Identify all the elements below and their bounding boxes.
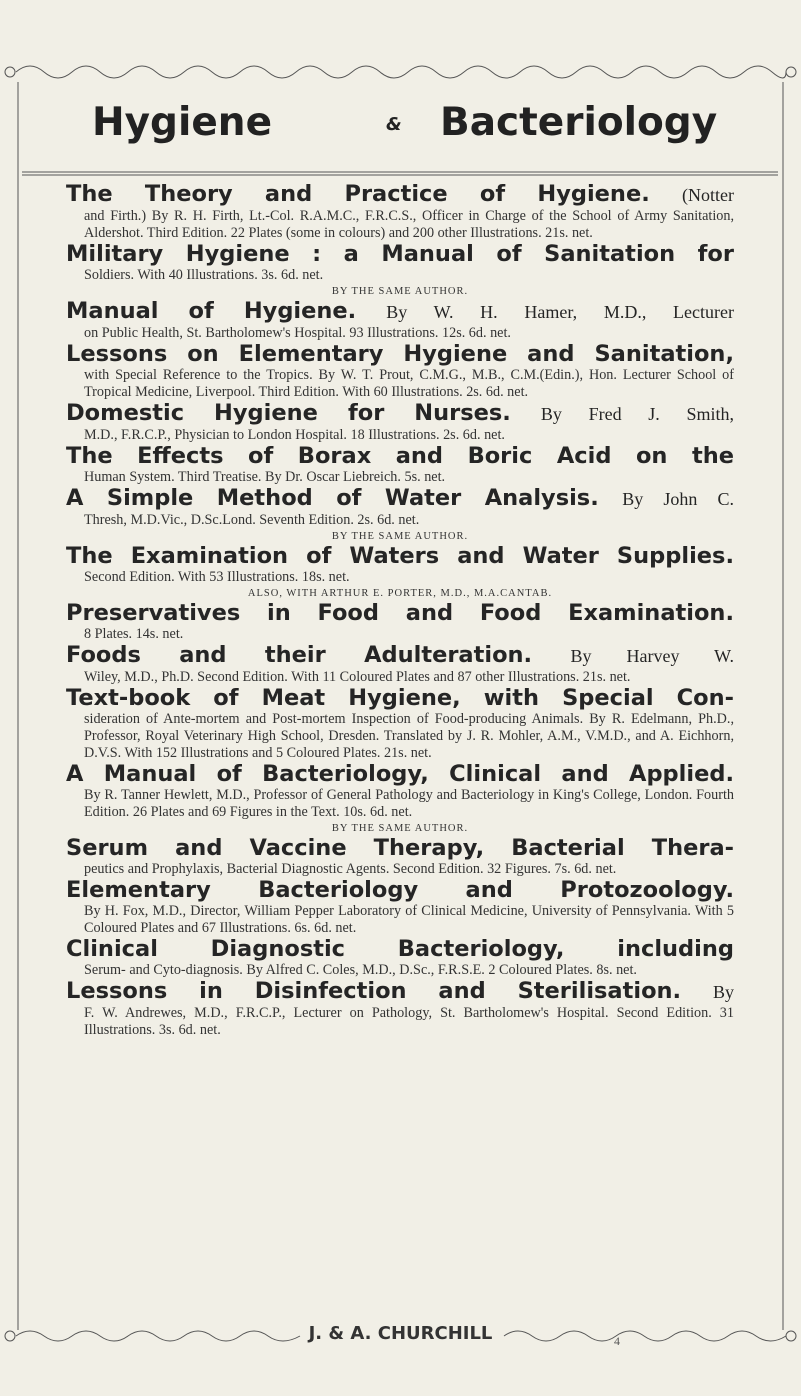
book-title-continuation: By W. H. Hamer, M.D., Lecturer	[386, 302, 734, 322]
book-title: Domestic Hygiene for Nurses.	[66, 401, 511, 426]
book-title: Serum and Vaccine Therapy, Bacterial Thera-	[66, 836, 734, 861]
book-entry	[66, 444, 734, 486]
book-description: Second Edition. With 53 Illustrations. 18s. net.	[84, 569, 350, 585]
book-title: Preservatives in Food and Food Examination.	[66, 601, 734, 626]
byline: BY THE SAME AUTHOR.	[331, 531, 469, 542]
header-title-hygiene: Hygiene	[92, 100, 273, 145]
book-entry	[66, 836, 734, 878]
book-description: Serum- and Cyto-diagnosis. By Alfred C. Coles, M.D., D.Sc., F.R.S.E. 2 Coloured Plates. 8s. net.	[84, 962, 637, 978]
book-title-line	[66, 686, 734, 711]
book-list	[66, 182, 734, 1039]
book-title: Lessons on Elementary Hygiene and Sanitation,	[66, 342, 734, 367]
book-title-line	[66, 299, 734, 325]
book-entry	[66, 544, 734, 601]
book-entry	[66, 401, 734, 444]
book-title-line	[66, 979, 734, 1005]
book-entry	[66, 182, 734, 242]
book-title-line	[66, 762, 734, 787]
book-entry	[66, 937, 734, 979]
book-description: sideration of Ante-mortem and Post-mortem Inspection of Food-producing Animals. By R. Edelmann, Ph.D., Professor, Royal Veterinary High School, Dresden. Translated by J. R. Mohler, A.M., V.M.D., and A. Eichhorn, D.V.S. With 152 Illustrations and 5 Coloured Plates. 21s. net.	[84, 711, 734, 761]
byline: BY THE SAME AUTHOR.	[331, 823, 469, 834]
book-title-continuation: By Harvey W.	[570, 646, 734, 666]
book-title: The Effects of Borax and Boric Acid on the	[66, 444, 734, 469]
book-entry	[66, 686, 734, 762]
book-title-line	[66, 182, 734, 208]
byline: BY THE SAME AUTHOR.	[331, 286, 469, 297]
book-title-continuation: By John C.	[622, 489, 734, 509]
book-description: peutics and Prophylaxis, Bacterial Diagnostic Agents. Second Edition. 32 Figures. 7s. 6d. net.	[84, 861, 617, 877]
book-description: Soldiers. With 40 Illustrations. 3s. 6d. net.	[84, 267, 324, 283]
page-header	[0, 100, 801, 160]
book-title: The Theory and Practice of Hygiene.	[66, 182, 650, 207]
book-description: on Public Health, St. Bartholomew's Hospital. 93 Illustrations. 12s. 6d. net.	[84, 325, 511, 341]
book-description: By H. Fox, M.D., Director, William Pepper Laboratory of Clinical Medicine, University of Pennsylvania. With 5 Coloured Plates and 67 Illustrations. 6s. 6d. net.	[84, 903, 734, 936]
book-title: Elementary Bacteriology and Protozoology.	[66, 878, 734, 903]
book-title: The Examination of Waters and Water Supplies.	[66, 544, 734, 569]
page-number: 4	[614, 1334, 620, 1348]
publisher-footer: J. & A. CHURCHILL	[308, 1323, 493, 1344]
book-title-line	[66, 601, 734, 626]
book-title: Foods and their Adulteration.	[66, 643, 533, 668]
book-title-line	[66, 878, 734, 903]
book-title: Lessons in Disinfection and Sterilisation.	[66, 979, 682, 1004]
book-title-line	[66, 486, 734, 512]
book-title-line	[66, 444, 734, 469]
book-entry	[66, 242, 734, 299]
book-title-line	[66, 544, 734, 569]
book-entry	[66, 299, 734, 342]
book-description: Wiley, M.D., Ph.D. Second Edition. With 11 Coloured Plates and 87 other Illustrations. 21s. net.	[84, 669, 631, 685]
book-description: F. W. Andrewes, M.D., F.R.C.P., Lecturer on Pathology, St. Bartholomew's Hospital. Second Edition. 31 Illustrations. 3s. 6d. net.	[84, 1005, 734, 1038]
book-entry	[66, 486, 734, 544]
book-title-line	[66, 242, 734, 267]
book-description: 8 Plates. 14s. net.	[84, 626, 184, 642]
book-title: Clinical Diagnostic Bacteriology, including	[66, 937, 734, 962]
book-description: with Special Reference to the Tropics. By W. T. Prout, C.M.G., M.B., C.M.(Edin.), Hon. Lecturer School of Tropical Medicine, Liverpool. Third Edition. With 60 Illustrations. 2s. 6d. net.	[84, 367, 734, 400]
book-title-continuation: By	[712, 982, 734, 1002]
book-description: Human System. Third Treatise. By Dr. Oscar Liebreich. 5s. net.	[84, 469, 446, 485]
byline: ALSO, WITH ARTHUR E. PORTER, M.D., M.A.CANTAB.	[247, 588, 553, 599]
book-title: Manual of Hygiene.	[66, 299, 357, 324]
header-ampersand: &	[386, 114, 402, 135]
book-title-continuation: By Fred J. Smith,	[540, 404, 734, 424]
book-entry	[66, 979, 734, 1039]
book-title: Military Hygiene : a Manual of Sanitation for	[66, 242, 734, 267]
book-entry	[66, 878, 734, 937]
book-title-line	[66, 401, 734, 427]
book-title: A Manual of Bacteriology, Clinical and Applied.	[66, 762, 734, 787]
book-title-line	[66, 643, 734, 669]
book-description: Thresh, M.D.Vic., D.Sc.Lond. Seventh Edition. 2s. 6d. net.	[84, 512, 420, 528]
book-title: Text-book of Meat Hygiene, with Special Con-	[66, 686, 734, 711]
book-entry	[66, 643, 734, 686]
book-title-continuation: (Notter	[682, 185, 734, 205]
book-entry	[66, 762, 734, 836]
book-title-line	[66, 342, 734, 367]
header-title-bacteriology: Bacteriology	[440, 100, 718, 145]
book-title: A Simple Method of Water Analysis.	[66, 486, 599, 511]
book-title-line	[66, 937, 734, 962]
book-entry	[66, 601, 734, 643]
book-description: By R. Tanner Hewlett, M.D., Professor of General Pathology and Bacteriology in King's College, London. Fourth Edition. 26 Plates and 69 Figures in the Text. 10s. 6d. net.	[84, 787, 734, 820]
book-title-line	[66, 836, 734, 861]
book-entry	[66, 342, 734, 401]
book-description: and Firth.) By R. H. Firth, Lt.-Col. R.A.M.C., F.R.C.S., Officer in Charge of the School of Army Sanitation, Aldershot. Third Edition. 22 Plates (some in colours) and 200 other Illustrations. 21s. net.	[84, 208, 734, 241]
book-description: M.D., F.R.C.P., Physician to London Hospital. 18 Illustrations. 2s. 6d. net.	[84, 427, 505, 443]
